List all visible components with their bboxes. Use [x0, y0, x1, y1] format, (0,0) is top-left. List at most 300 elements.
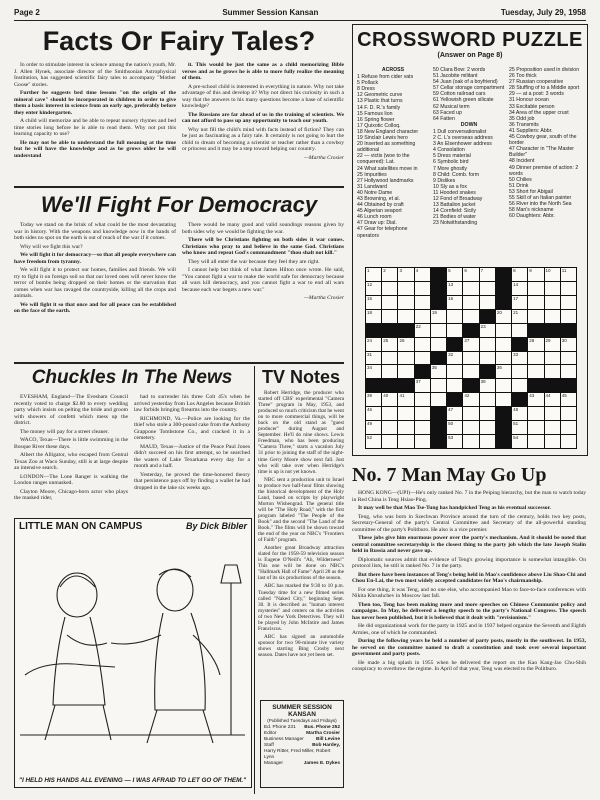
- clue: 29 — at a post: 3 words: [509, 91, 564, 98]
- crossword-cell: [545, 365, 560, 378]
- crossword-cell: [480, 421, 495, 434]
- crossword-cell: [382, 310, 397, 323]
- crossword-cell: [528, 365, 543, 378]
- cell-number: 49: [367, 421, 373, 427]
- clue: 58 Man's nickname: [509, 207, 554, 214]
- clue: 12 Geometric curve: [357, 92, 403, 99]
- crossword-cell: [463, 268, 478, 281]
- crossword-cell: [447, 352, 462, 365]
- crossword-black-cell: [415, 365, 430, 378]
- cell-number: 17: [513, 295, 519, 301]
- crossword-black-cell: [496, 268, 511, 281]
- crossword-grid: [365, 267, 577, 449]
- paragraph: Diplomatic sources admit that evidence of Teng's growing importance is somewhat intangible. On protocol lists, he still is ranked No. 7 in the party.: [352, 556, 586, 569]
- cell-number: 9: [529, 268, 532, 273]
- divider: [254, 366, 255, 794]
- crossword-cell: [431, 324, 446, 337]
- cell-number: 1: [367, 268, 370, 273]
- crossword-cell: [480, 352, 495, 365]
- crossword-black-cell: [431, 296, 446, 309]
- crossword-cell: [398, 421, 413, 434]
- crossword-cell: [496, 379, 511, 392]
- clue: 50 Clara Bow: 2 words: [433, 67, 486, 73]
- crossword-cell: [512, 379, 527, 392]
- clue: 31 Landward: [357, 183, 387, 190]
- crossword-cell: [447, 407, 462, 420]
- crossword-cell: [496, 393, 511, 406]
- crossword-black-cell: [496, 296, 511, 309]
- staff-person: Bob Hardey,: [312, 743, 340, 748]
- article-no7-man: [352, 462, 586, 794]
- cell-number: 13: [448, 281, 454, 287]
- clue: 17 Quixotic Colloq.: [357, 122, 401, 129]
- paragraph: had to surrender his three Colt 45's when he arrived yesterday from Los Angeles because British law forbids bringing firearms into the country.: [134, 394, 250, 413]
- crossword-cell: [447, 282, 462, 295]
- crossword-cell: [496, 352, 511, 365]
- cell-number: 45: [561, 393, 567, 399]
- paragraph: Why not fill the child's mind with facts instead of fiction? They can be just as fascinating as a fairy tale. It certainly is not going to hurt the child to dream of becoming a scientist or teacher rather than a cowboy or princess and it may be a step toward helping our country.: [182, 126, 344, 152]
- editorial-democracy-title: We'll Fight For Democracy: [40, 192, 318, 217]
- paragraph: A child will memorize and be able to repeat nursery rhymes and bed time stories long before he is able to read them. Why not put this learning capacity to use?: [14, 118, 176, 137]
- crossword-cell: [512, 296, 527, 309]
- cell-number: 53: [448, 435, 454, 441]
- clue: 31 Honour ocean: [509, 97, 549, 104]
- newspaper-page: [14, 6, 586, 794]
- clue: 47 Character in "The Master Builder": [509, 146, 574, 159]
- crossword-cell: [480, 268, 495, 281]
- crossword-cell: [480, 435, 495, 448]
- cell-number: 35: [431, 365, 437, 371]
- clue: 27 Hollywood landmarks: [357, 177, 414, 184]
- cell-number: 36: [496, 365, 502, 371]
- paragraph: ABC has signed an automobile sponsor for two 90-minute live variety shows starring Bing Crosby next season. Dates have not yet been set.: [258, 633, 344, 658]
- crossword-cell: [366, 407, 381, 420]
- cell-number: 46: [367, 407, 373, 413]
- tv-notes-title: TV Notes: [261, 367, 340, 387]
- clue: 20 Inserted as something additional: [357, 141, 416, 154]
- cartoon-title: LITTLE MAN ON CAMPUS: [19, 521, 143, 532]
- crossword-cell: [480, 324, 495, 337]
- crossword-cell: [545, 296, 560, 309]
- clue: 36 Transmits: [509, 121, 539, 128]
- crossword-cell: [463, 338, 478, 351]
- cell-number: 42: [464, 393, 470, 399]
- clue: 55 Skill of an Italian painter: [509, 194, 572, 201]
- cell-number: 54: [513, 435, 519, 441]
- cell-number: 38: [480, 379, 486, 385]
- crossword-cell: [398, 268, 413, 281]
- clue: 16 Spring flower: [357, 116, 395, 123]
- crossword-cell: [382, 365, 397, 378]
- crossword-cell: [496, 338, 511, 351]
- paragraph: For one thing, it was Teng, and no one else, who accompanied Mao to face-to-face conferences with Nikita Khrushchev in Moscow last fall.: [352, 586, 586, 599]
- chuckles-title: Chuckles In The News: [31, 367, 233, 388]
- crossword-cell: [545, 352, 560, 365]
- crossword-cell: [528, 296, 543, 309]
- clue: 27 Russian cooperative: [509, 79, 564, 86]
- paragraph: The money will pay for a street cleaner.: [20, 428, 109, 435]
- chuckles-right: [134, 394, 250, 493]
- crossword-cell: [382, 407, 397, 420]
- clue: 57 Cellar storage compartment: [433, 85, 505, 92]
- crossword-cell: [366, 352, 381, 365]
- editorial-facts-left: [14, 62, 176, 161]
- crossword-cell: [463, 296, 478, 309]
- crossword-answer-note: (Answer on Page 8): [437, 52, 503, 59]
- cartoon-panel: [14, 518, 252, 788]
- paragraph: There would be many good and valid soundings reasons given by both sides why we would be fighting the war.: [182, 222, 344, 235]
- crossword-black-cell: [366, 324, 381, 337]
- paragraph: HONG KONG—(UPI)—He's only ranked No. 7 in the Peiping hierarchy, but the man to watch today in Red China is Teng Hsiao-Ping.: [352, 490, 586, 503]
- paragraph: Clayton Moore, Chicago-born actor who plays the masked rider,: [14, 488, 128, 501]
- clue: 14 Cornfield: Sicily: [433, 208, 476, 215]
- clue: 1 Refuse from cider vats: [357, 74, 414, 81]
- clue: 4 Consolation: [433, 147, 465, 154]
- crossword-cell: [545, 268, 560, 281]
- staff-role: Manager: [264, 761, 283, 766]
- clue: 51 Jacobite militant: [433, 73, 478, 80]
- crossword-black-cell: [398, 379, 413, 392]
- cell-number: 39: [367, 393, 373, 399]
- clue: 60 Daughters: Abbr.: [509, 213, 555, 220]
- crossword-black-cell: [561, 379, 576, 392]
- cartoon-byline: By Dick Bibler: [185, 521, 247, 531]
- clue: 64 Fatten: [433, 115, 455, 122]
- crossword-cell: [398, 296, 413, 309]
- clue: 35 Odd job: [509, 115, 535, 122]
- crossword-cell: [398, 407, 413, 420]
- crossword-cell: [480, 393, 495, 406]
- crossword-cell: [431, 310, 446, 323]
- clue: 2 C. L's overseas address: [433, 135, 493, 142]
- editorial-facts: [14, 24, 344, 184]
- crossword-section: [352, 24, 588, 456]
- crossword-cell: [447, 268, 462, 281]
- crossword-title: CROSSWORD PUZZLE: [357, 29, 583, 51]
- cell-number: 30: [561, 337, 567, 343]
- across-heading: ACROSS: [381, 67, 405, 73]
- crossword-cell: [382, 435, 397, 448]
- clue: 63 Faced up: [433, 109, 462, 116]
- crossword-cell: [447, 296, 462, 309]
- crossword-cell: [545, 421, 560, 434]
- crossword-cell: [366, 296, 381, 309]
- crossword-cell: [561, 435, 576, 448]
- cell-number: 27: [464, 337, 470, 343]
- crossword-cell: [447, 365, 462, 378]
- crossword-cell: [512, 282, 527, 295]
- crossword-cell: [561, 421, 576, 434]
- paragraph: Albert the Alligator, who escaped from Central Texas Zoo at Waco Sunday, still is at large despite an intensive search.: [14, 452, 128, 471]
- clue: 14 F. D. R.'s family: [357, 104, 401, 111]
- crossword-cell: [528, 421, 543, 434]
- crossword-black-cell: [398, 324, 413, 337]
- crossword-cell: [512, 365, 527, 378]
- crossword-black-cell: [463, 324, 478, 337]
- crossword-cell: [447, 324, 462, 337]
- cell-number: 3: [399, 268, 402, 273]
- clue: 33 Excitable person: [509, 103, 555, 110]
- crossword-cell: [366, 365, 381, 378]
- crossword-cell: [415, 393, 430, 406]
- paragraph: Further he suggests bed time lessons "on the origin of the mineral cave" should be incorporated in children in order to give them a basic interest in science from an early age, preferably before they enter kindergarten.: [14, 90, 176, 116]
- crossword-cell: [415, 435, 430, 448]
- article-title: No. 7 Man May Go Up: [352, 464, 547, 486]
- crossword-black-cell: [496, 282, 511, 295]
- crossword-black-cell: [431, 282, 446, 295]
- staff-person: James E. Dykes: [303, 761, 340, 766]
- clue: 10 Sly as a fox: [433, 183, 468, 190]
- issue-date: Tuesday, July 29, 1958: [500, 7, 586, 17]
- clues-across-2: [433, 67, 505, 226]
- crossword-cell: [366, 310, 381, 323]
- cell-number: 33: [513, 351, 519, 357]
- paragraph: It may well be that Mao Tse-Tung has handpicked Teng as his eventual successor.: [358, 505, 551, 511]
- clue: 43 Browning, et al.: [357, 195, 400, 202]
- staff-line: [264, 761, 340, 767]
- cell-number: 8: [513, 268, 516, 273]
- down-heading: DOWN: [460, 121, 478, 128]
- cell-number: 14: [513, 281, 519, 287]
- divider: [14, 362, 344, 364]
- paragraph: In order to stimulate interest in science among the nation's youth, Mr. J. Allen Hynek, associate director of the Smithsonian Astrophysical Institution, has suggested scientific fairy tales to accompany "Mother Goose" stories.: [14, 62, 176, 88]
- crossword-cell: [447, 421, 462, 434]
- crossword-black-cell: [545, 379, 560, 392]
- clue: 51 Drink: [509, 182, 529, 189]
- paragraph: Today we stand on the brink of what could be the most devastating war in history. With the weapons and knowledge now in the hands of both sides no spot on the earth is out of reach of the war if it comes.: [14, 222, 176, 241]
- crossword-black-cell: [545, 324, 560, 337]
- staff-person: Bus. Phone 252: [304, 725, 340, 730]
- clue: 15 Famous lion: [357, 110, 393, 117]
- cell-number: 48: [513, 407, 519, 413]
- crossword-cell: [415, 338, 430, 351]
- editorial-democracy: [14, 190, 344, 360]
- clue: 13 Plastic that turns: [357, 98, 403, 105]
- crossword-cell: [398, 435, 413, 448]
- crossword-black-cell: [512, 393, 527, 406]
- paragraph: MAUD, Texas—Justice of the Peace Paul Jones didn't succeed on his first attempt, so he searched the waters of Lake Texarkana every day for a month and a half.: [134, 443, 250, 469]
- clue: 23 Notwithstanding: [433, 220, 478, 227]
- cell-number: 29: [545, 337, 551, 343]
- clue: 56 River into the North Sea: [509, 201, 572, 208]
- clue: 11 Hooded snakes: [433, 189, 476, 196]
- crossword-cell: [512, 310, 527, 323]
- crossword-cell: [528, 435, 543, 448]
- crossword-black-cell: [431, 352, 446, 365]
- crossword-cell: [545, 338, 560, 351]
- crossword-black-cell: [382, 324, 397, 337]
- clue: 19 Sinclair Lewis hero: [357, 135, 408, 142]
- crossword-cell: [463, 407, 478, 420]
- clue: 62 Musical term: [433, 103, 470, 110]
- staff-subtitle: (Published Tuesdays and Fridays): [267, 718, 337, 723]
- paragraph: NBC sent a production unit to Israel to produce two half-hour films showing the historical development of the Holy Land, based on scripts by playwright Morton Wishengrad. The general title will be "The Holy Road," with the first program labeled "The People of the Book" and the second "The Land of the Book." The films will be shown toward the end of the year on NBC's "Frontiers of Faith" program.: [258, 476, 344, 544]
- chuckles-left: [14, 394, 128, 504]
- crossword-black-cell: [512, 338, 527, 351]
- cartoon-illustration: [15, 535, 251, 765]
- divider: [14, 186, 344, 188]
- crossword-cell: [528, 268, 543, 281]
- chuckles-section: [14, 366, 250, 516]
- clue: 3 An Elsenhower address: [433, 141, 492, 148]
- clue: 5 Dress material: [433, 153, 471, 160]
- crossword-cell: [382, 421, 397, 434]
- crossword-black-cell: [528, 324, 543, 337]
- clue: 26 Too thick: [509, 73, 537, 80]
- clue: 48 Incident: [509, 158, 535, 165]
- paragraph: He may not be able to understand the full meaning at the time but he will have the knowledge and as he grows older he will understand: [14, 139, 176, 159]
- cell-number: 16: [448, 295, 454, 301]
- editorial-facts-title: Facts Or Fairy Tales?: [42, 26, 316, 56]
- cell-number: 12: [367, 281, 373, 287]
- paragraph: We will fight it to protect our homes, families and friends. We will try to fight it on foreign soil so that our loved ones will never know the terror of bombs being dropped on their homes or the starvation that comes when war has ravaged the countryside, killing all the crops and animals.: [14, 267, 176, 299]
- editorial-democracy-left: [14, 222, 176, 317]
- paragraph: Then too, Teng has been making more and more speeches on Chinese Communist policy and campaigns. In May, he delivered a lengthy speech to the party's National Congress. The speech has never been published, but it is believed that it dealt with "revisionism.": [352, 601, 586, 621]
- crossword-cell: [382, 352, 397, 365]
- paragraph: Yesterday, he proved the time-honored theory that persistence pays off by finding a wallet he had dropped in the lake six weeks ago.: [134, 471, 250, 491]
- crossword-cell: [398, 338, 413, 351]
- crossword-black-cell: [366, 379, 381, 392]
- cell-number: 31: [367, 351, 373, 357]
- crossword-cell: [561, 282, 576, 295]
- cell-number: 19: [431, 309, 437, 315]
- crossword-cell: [561, 310, 576, 323]
- crossword-cell: [415, 282, 430, 295]
- crossword-cell: [366, 282, 381, 295]
- cell-number: 4: [415, 268, 419, 273]
- cell-number: 44: [545, 393, 551, 399]
- tv-notes-section: [258, 366, 344, 694]
- crossword-cell: [561, 407, 576, 420]
- crossword-cell: [463, 393, 478, 406]
- article-body: [352, 490, 586, 675]
- paragraph: RICHMOND, Va.—Police are looking for the thief who stole a 300-pound cake from the Anthony Grappone Tombstone Co., and cracked it in a cemetery.: [134, 415, 250, 441]
- clue: 40 Notre Dame: [357, 189, 393, 196]
- cell-number: 51: [513, 421, 519, 427]
- clue: 25 Impurities: [357, 171, 387, 178]
- crossword-black-cell: [447, 338, 462, 351]
- clue: 53 Short for Abigail: [509, 188, 553, 195]
- crossword-cell: [512, 324, 527, 337]
- crossword-cell: [561, 296, 576, 309]
- crossword-cell: [431, 338, 446, 351]
- cell-number: 5: [448, 268, 451, 273]
- crossword-cell: [415, 296, 430, 309]
- crossword-cell: [561, 338, 576, 351]
- clue: 44 Obtained by craft: [357, 202, 404, 209]
- clue: 1 Dull conversationalist: [433, 128, 487, 135]
- editorial-facts-right: [182, 62, 344, 161]
- crossword-cell: [415, 268, 430, 281]
- crossword-cell: [528, 310, 543, 323]
- clue: 6 Symbolic bird: [433, 159, 469, 166]
- clue: 8 Child: Comb. form: [433, 171, 480, 178]
- crossword-cell: [528, 393, 543, 406]
- crossword-cell: [431, 379, 446, 392]
- crossword-cell: [447, 379, 462, 392]
- paragraph: A pre-school child is interested in everything in nature. Why not take advantage of this and develop it? Why not direct his curiosity in such a way that the answers to his many questions become a base of scientific knowledge?: [182, 83, 344, 109]
- clue: 45 Algerian seaport: [357, 208, 402, 215]
- crossword-cell: [366, 338, 381, 351]
- cell-number: 50: [448, 421, 454, 427]
- crossword-cell: [398, 310, 413, 323]
- crossword-cell: [463, 435, 478, 448]
- crossword-black-cell: [431, 435, 446, 448]
- cell-number: 37: [415, 379, 421, 385]
- crossword-cell: [528, 282, 543, 295]
- crossword-cell: [512, 435, 527, 448]
- crossword-black-cell: [382, 379, 397, 392]
- crossword-cell: [447, 435, 462, 448]
- clue: 25 Proposition used in division: [509, 67, 580, 73]
- staff-lines: [261, 725, 343, 767]
- crossword-cell: [382, 338, 397, 351]
- paragraph: We will fight it so that once and for all peace can be established on the face of the earth.: [14, 301, 176, 314]
- clue: 46 Lunch room: [357, 214, 392, 221]
- cell-number: 7: [480, 268, 484, 273]
- crossword-black-cell: [431, 421, 446, 434]
- cell-number: 26: [399, 337, 405, 343]
- clue: 13 Battalion jacket: [433, 202, 476, 209]
- cell-number: 34: [367, 365, 373, 371]
- crossword-cell: [545, 282, 560, 295]
- byline: —Martha Crosier: [303, 295, 344, 301]
- cell-number: 15: [367, 295, 373, 301]
- paragraph: LONDON—The Lone Ranger is walking the London ranges unmasked.: [14, 473, 128, 486]
- crossword-cell: [415, 379, 430, 392]
- crossword-black-cell: [496, 435, 511, 448]
- crossword-cell: [415, 310, 430, 323]
- crossword-cell: [561, 365, 576, 378]
- crossword-cell: [398, 352, 413, 365]
- cell-number: 32: [448, 351, 454, 357]
- paragraph: The Russians are far ahead of us in the training of scientists. We can not afford to pass up any opportunity to teach our youth.: [182, 111, 344, 124]
- clue: 28 Stuffing of to a Middle sport: [509, 85, 580, 92]
- crossword-cell: [398, 282, 413, 295]
- crossword-cell: [398, 393, 413, 406]
- staff-role: Business Manager: [264, 737, 304, 742]
- crossword-black-cell: [447, 393, 462, 406]
- paragraph: I cannot help but think of what James Hilton once wrote. He said, "You cannot fight a war to make the world safe for democracy because all wars kill democracy, and you cannot fight a war to end all wars because each war begets a new war.": [182, 267, 344, 293]
- clue: 24 What satellites move in: [357, 165, 418, 172]
- byline: —Martha Crosier: [303, 154, 344, 161]
- clue: 21 Bodies of water: [433, 214, 476, 221]
- staff-person: Martha Crosier: [306, 731, 340, 736]
- crossword-cell: [366, 393, 381, 406]
- crossword-black-cell: [480, 310, 495, 323]
- clue: 47 Gear for telephone operators: [357, 226, 408, 239]
- staff-role: Harry Ritter, Fred Miller, Robert Lynn: [264, 749, 331, 760]
- staff-person: Bill Levine: [316, 737, 340, 742]
- cell-number: 22: [415, 323, 421, 329]
- crossword-cell: [480, 282, 495, 295]
- cell-number: 43: [529, 393, 535, 399]
- paragraph: During the following years he held a number of party posts, mostly in the southwest. In 1953, he served on the committee named to draft a constitution and took over several important government and party posts.: [352, 638, 586, 657]
- cell-number: 11: [561, 268, 567, 273]
- crossword-cell: [366, 421, 381, 434]
- clues-across-1: [357, 67, 429, 239]
- paragraph: Robert Herridge, the producer who started off CBS' experimental "Camera Three" program in May, 1953, and produced so much criticism that he went on to more commercial things, will be back on the old stand as "guest producer" during August and September. He'll do nine shows. Lewis Freedman, who has been producing "Camera Three," starts a vacation July 31 prior to joining the staff of the night-time Gerry Moore show next fall. Just who will take over when Herridge's time is up is not yet known.: [258, 390, 344, 475]
- clue: 45 Cowboy gear, south of the border: [509, 134, 577, 147]
- crossword-cell: [512, 352, 527, 365]
- crossword-cell: [545, 435, 560, 448]
- crossword-cell: [366, 268, 381, 281]
- crossword-cell: [512, 268, 527, 281]
- crossword-cell: [480, 338, 495, 351]
- crossword-cell: [561, 393, 576, 406]
- editorial-democracy-right: [182, 222, 344, 302]
- clue: 18 New England character: [357, 128, 419, 135]
